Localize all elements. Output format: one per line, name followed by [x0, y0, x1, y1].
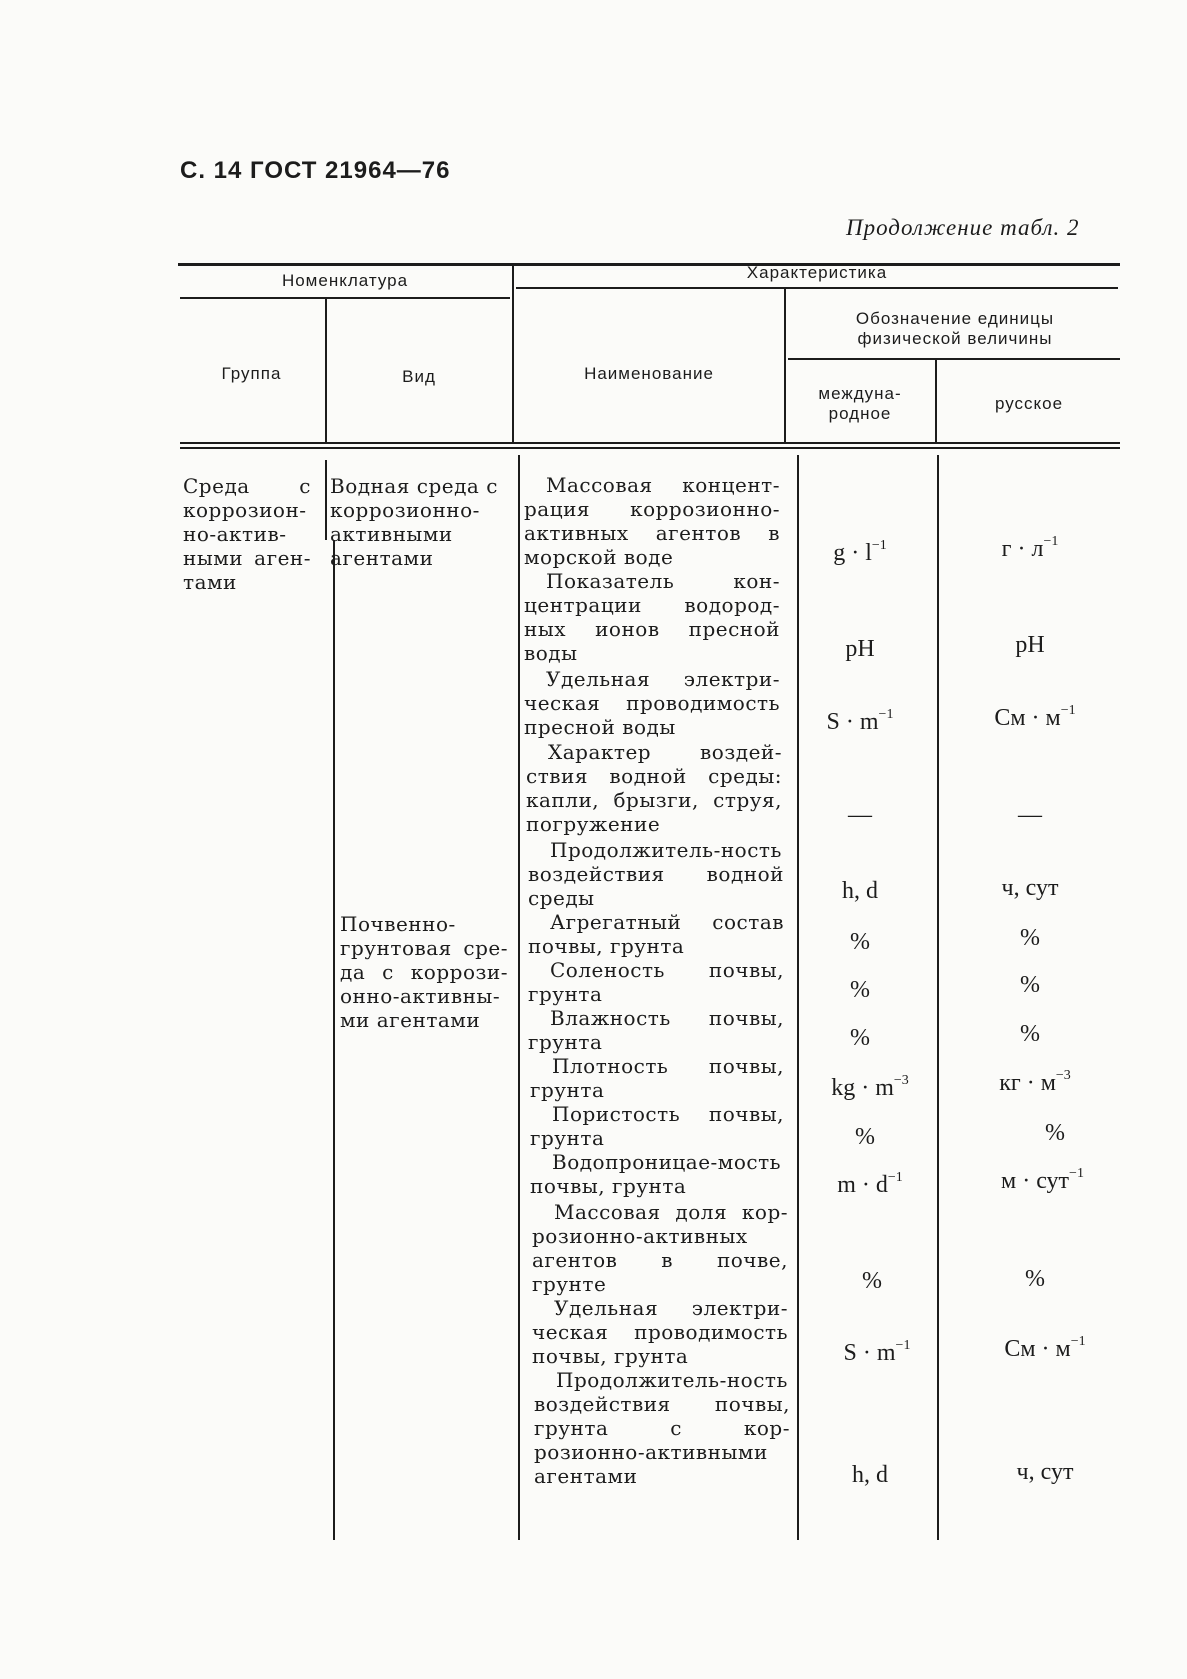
row-unit-russian: %: [1020, 925, 1040, 951]
header-group: Группа: [221, 364, 282, 383]
row-unit-international: %: [850, 929, 870, 955]
row-name: Показатель кон-центрации водород-ных ионов пресной воды: [524, 569, 780, 665]
row-name: Соленость почвы, грунта: [528, 958, 784, 1006]
row-name: Массовая концент-рация коррозионно-активных агентов в морской воде: [524, 473, 780, 569]
row-unit-russian: $г \cdot л^{-1}$: [1001, 534, 1059, 562]
row-name: Пористость почвы, грунта: [530, 1102, 784, 1150]
row-name: Влажность почвы, грунта: [528, 1006, 784, 1054]
header-russian: русское: [994, 394, 1064, 413]
row-name: Водопроницае-мость почвы, грунта: [530, 1150, 782, 1198]
row-name: Массовая доля кор-розионно-активных агентов в почве, грунте: [532, 1200, 788, 1296]
row-unit-russian: %: [1045, 1120, 1065, 1146]
row-unit-international: $S \cdot m^{-1}$: [843, 1338, 911, 1366]
row-unit-international: —: [848, 802, 872, 828]
row-unit-russian: %: [1020, 1021, 1040, 1047]
row-unit-international: h, d: [842, 878, 878, 904]
row-unit-russian: —: [1018, 802, 1042, 828]
col-divider-intl-rus-header: [935, 360, 937, 443]
header-kind: Вид: [402, 367, 436, 386]
row-unit-international: %: [850, 1025, 870, 1051]
header-name: Наименование: [584, 364, 714, 383]
row-unit-international: $m \cdot d^{-1}$: [837, 1170, 903, 1198]
col-divider-name-units-header: [784, 289, 786, 443]
row-unit-international: pH: [845, 636, 875, 662]
row-unit-russian: pH: [1015, 632, 1045, 658]
table-continuation-label: Продолжение табл. 2: [846, 215, 1080, 240]
header-international: междуна-родное: [818, 384, 902, 423]
header-characteristic: Характеристика: [746, 263, 888, 282]
row-unit-international: h, d: [852, 1462, 888, 1488]
col-divider-nomenclature-characteristic: [512, 265, 514, 443]
row-unit-international: $g \cdot l^{-1}$: [833, 538, 887, 566]
col-divider-name-intl: [797, 455, 799, 1540]
row-unit-international: kg · $m^{-3}$: [831, 1073, 909, 1101]
group-cell: Среда с коррозион-но-актив-ными аген-тами: [183, 474, 311, 594]
row-name: Удельная электри-ческая проводимость почвы, грунта: [532, 1296, 788, 1368]
col-divider-group-kind: [325, 460, 327, 540]
header-bottom-rule-1: [180, 442, 1120, 444]
row-unit-international: $S \cdot m^{-1}$: [826, 707, 894, 735]
row-name: Характер воздей-ствия водной среды: капли, брызги, струя, погружение: [526, 740, 782, 836]
row-unit-russian: %: [1025, 1266, 1045, 1292]
kind-water: Водная среда с коррозионно-активными агентами: [330, 474, 498, 570]
col-divider-kind-name: [518, 455, 520, 1540]
page-header: С. 14 ГОСТ 21964—76: [180, 157, 451, 184]
header-rule-units: [788, 358, 1120, 360]
header-rule-characteristic: [516, 287, 1118, 289]
col-divider-group-kind-header: [325, 299, 327, 443]
row-unit-russian: %: [1020, 972, 1040, 998]
row-unit-russian: кг · $м^{-3}$: [999, 1068, 1071, 1096]
table-left-border: [333, 540, 335, 1540]
row-unit-russian: м · сут$^{-1}$: [1001, 1166, 1084, 1194]
row-name: Продолжитель-ность воздействия водной среды: [528, 838, 784, 910]
row-unit-russian: См · $м^{-1}$: [1004, 1334, 1086, 1362]
header-bottom-rule-2: [180, 447, 1120, 449]
header-rule-nomenclature: [180, 297, 510, 299]
header-unit-designation: Обозначение единицы физической величины: [855, 309, 1055, 348]
header-nomenclature: Номенклатура: [281, 271, 409, 290]
kind-soil: Почвенно-грунтовая сре-да с коррози-онно-активны-ми агентами: [340, 912, 508, 1032]
row-unit-russian: ч, сут: [1001, 875, 1059, 901]
row-name: Продолжитель-ность воздействия почвы, грунта с кор-розионно-активными агентами: [534, 1368, 790, 1488]
row-unit-international: %: [850, 977, 870, 1003]
row-unit-russian: См · $м^{-1}$: [994, 703, 1076, 731]
row-name: Удельная электри-ческая проводимость пресной воды: [524, 667, 780, 739]
row-name: Агрегатный состав почвы, грунта: [528, 910, 784, 958]
row-unit-international: %: [862, 1268, 882, 1294]
col-divider-intl-rus: [937, 455, 939, 1540]
row-unit-russian: ч, сут: [1016, 1459, 1074, 1485]
row-unit-international: %: [855, 1124, 875, 1150]
row-name: Плотность почвы, грунта: [530, 1054, 784, 1102]
